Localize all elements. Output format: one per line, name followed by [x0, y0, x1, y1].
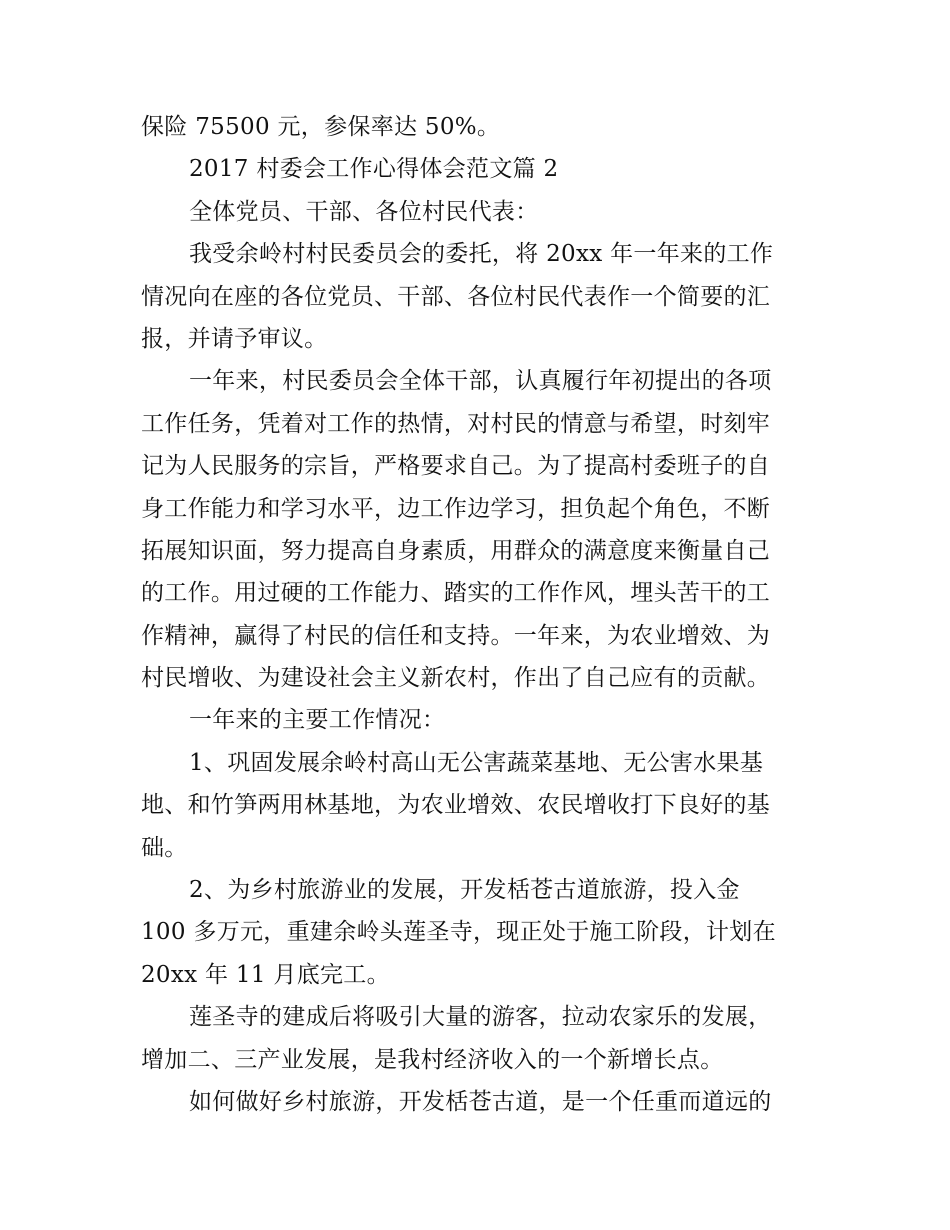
text-line: 记为人民服务的宗旨，严格要求自己。为了提高村委班子的自 — [141, 453, 771, 480]
text-line: 20xx 年 11 月底完工。 — [141, 961, 390, 988]
text-line: 村民增收、为建设社会主义新农村，作出了自己应有的贡献。 — [141, 665, 771, 692]
text-line: 100 多万元，重建余岭头莲圣寺，现正处于施工阶段，计划在 — [141, 919, 776, 946]
text-line: 报，并请予审议。 — [141, 325, 328, 352]
text-line: 一年来的主要工作情况： — [189, 707, 446, 734]
document-body — [141, 106, 811, 1123]
text-line: 础。 — [141, 834, 188, 861]
text-line: 全体党员、干部、各位村民代表： — [189, 198, 539, 225]
text-line: 身工作能力和学习水平，边工作边学习，担负起个角色，不断 — [141, 495, 771, 522]
text-line: 莲圣寺的建成后将吸引大量的游客，拉动农家乐的发展， — [189, 1004, 772, 1031]
text-line: 2017 村委会工作心得体会范文篇 2 — [189, 156, 559, 183]
text-line: 情况向在座的各位党员、干部、各位村民代表作一个简要的汇 — [141, 283, 771, 310]
text-line: 我受余岭村村民委员会的委托，将 20xx 年一年来的工作 — [189, 241, 774, 268]
text-line: 2、为乡村旅游业的发展，开发栝苍古道旅游，投入金 — [189, 877, 740, 904]
text-line: 一年来，村民委员会全体干部，认真履行年初提出的各项 — [189, 368, 772, 395]
text-line: 地、和竹笋两用林基地，为农业增效、农民增收打下良好的基 — [141, 792, 771, 819]
text-line: 作精神，赢得了村民的信任和支持。一年来，为农业增效、为 — [141, 622, 771, 649]
text-line: 拓展知识面，努力提高自身素质，用群众的满意度来衡量自己 — [141, 537, 771, 564]
text-line: 保险 75500 元，参保率达 50%。 — [141, 114, 501, 140]
text-line: 如何做好乡村旅游，开发栝苍古道，是一个任重而道远的 — [189, 1088, 772, 1115]
text-line: 1、巩固发展余岭村高山无公害蔬菜基地、无公害水果基 — [189, 749, 764, 776]
text-line: 增加二、三产业发展，是我村经济收入的一个新增长点。 — [141, 1046, 724, 1073]
text-line: 的工作。用过硬的工作能力、踏实的工作作风，埋头苦干的工 — [141, 580, 771, 607]
text-line: 工作任务，凭着对工作的热情，对村民的情意与希望，时刻牢 — [141, 410, 771, 437]
